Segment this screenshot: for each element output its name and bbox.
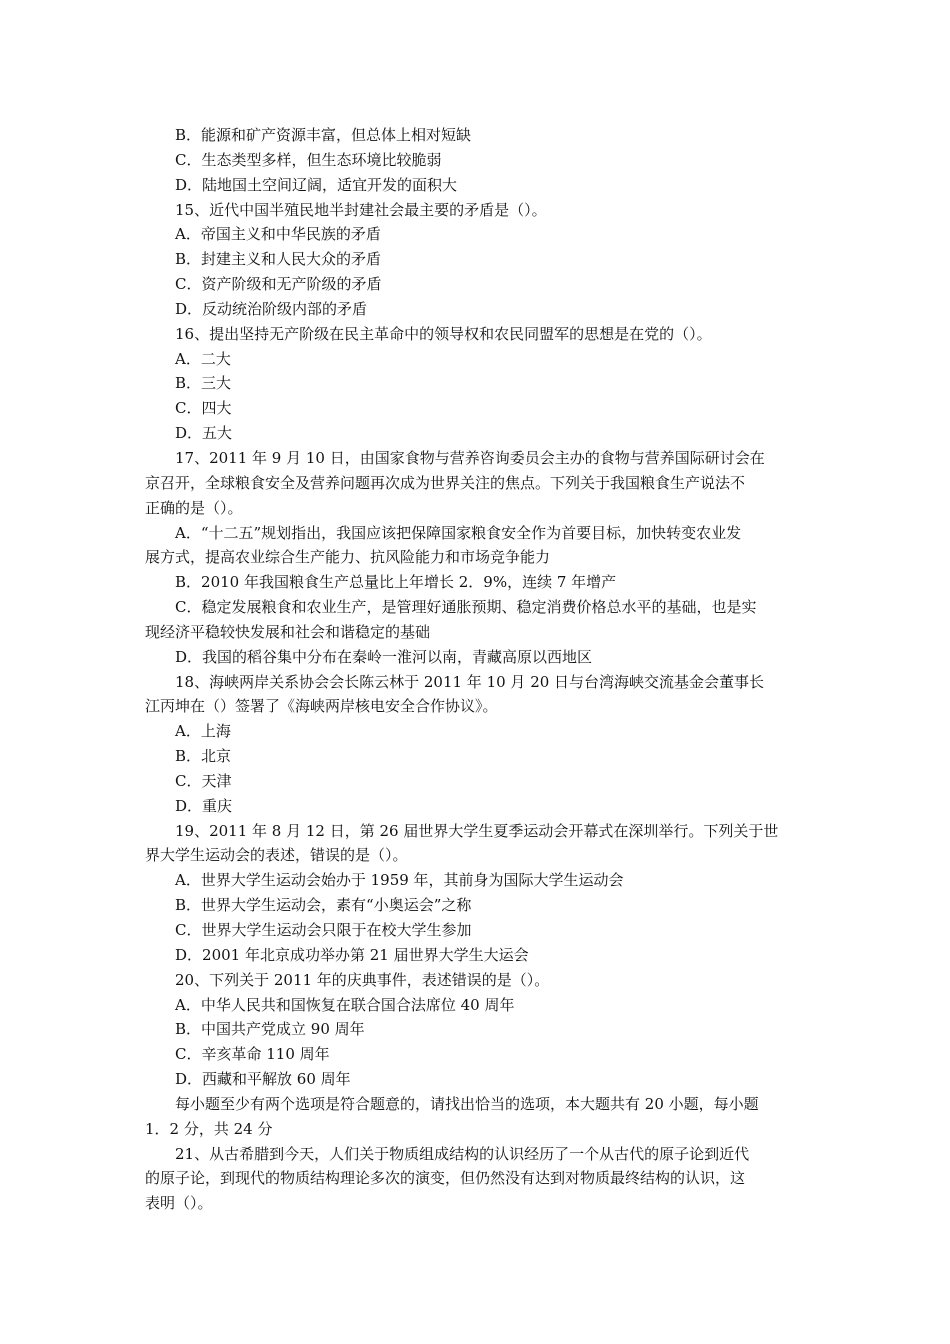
text-line: D．西藏和平解放 60 周年	[175, 1070, 351, 1089]
section-instructions: 每小题至少有两个选项是符合题意的，请找出恰当的选项，本大题共有 20 小题，每小题	[175, 1094, 759, 1113]
text-line: C．天津	[175, 771, 232, 790]
text-line: A．世界大学生运动会始办于 1959 年，其前身为国际大学生运动会	[175, 871, 624, 890]
text-line: D．五大	[175, 424, 233, 443]
text-line: C．生态类型多样，但生态环境比较脆弱	[175, 150, 442, 169]
text-line: D．我国的稻谷集中分布在秦岭一淮河以南，青藏高原以西地区	[175, 647, 593, 666]
text-line: A．“十二五”规划指出，我国应该把保障国家粮食安全作为首要目标，加快转变农业发	[175, 523, 742, 542]
text-line: B．2010 年我国粮食生产总量比上年增长 2．9%，连续 7 年增产	[175, 573, 617, 592]
text-line: 正确的是（）。	[145, 498, 243, 517]
question-16: 16、提出坚持无产阶级在民主革命中的领导权和农民同盟军的思想是在党的（）。	[175, 324, 712, 343]
text-line: B．封建主义和人民大众的矛盾	[175, 250, 382, 269]
text-line: 表明（）。	[145, 1194, 213, 1213]
text-line: A．二大	[175, 349, 231, 368]
text-line: D．2001 年北京成功举办第 21 届世界大学生大运会	[175, 945, 529, 964]
text-line: 1．2 分，共 24 分	[145, 1119, 273, 1138]
document-page	[145, 123, 810, 1216]
text-line: C．四大	[175, 399, 232, 418]
question-20: 20、下列关于 2011 年的庆典事件，表述错误的是（）。	[175, 970, 550, 989]
text-line: C．辛亥革命 110 周年	[175, 1045, 330, 1064]
text-line: A．中华人民共和国恢复在联合国合法席位 40 周年	[175, 995, 515, 1014]
text-line: D．陆地国土空间辽阔，适宜开发的面积大	[175, 175, 458, 194]
text-line: D．重庆	[175, 796, 233, 815]
question-19: 19、2011 年 8 月 12 日，第 26 届世界大学生夏季运动会开幕式在深圳举行。下列关于世	[175, 821, 779, 840]
text-line: D．反动统治阶级内部的矛盾	[175, 299, 368, 318]
text-line: B．世界大学生运动会，素有“小奥运会”之称	[175, 896, 472, 915]
text-line: 界大学生运动会的表述，错误的是（）。	[145, 846, 408, 865]
question-21: 21、从古希腊到今天，人们关于物质组成结构的认识经历了一个从古代的原子论到近代	[175, 1144, 750, 1163]
text-line: B．中国共产党成立 90 周年	[175, 1020, 365, 1039]
text-line: B．北京	[175, 747, 232, 766]
text-line: A．上海	[175, 722, 231, 741]
text-line: B．能源和矿产资源丰富，但总体上相对短缺	[175, 126, 472, 144]
question-15: 15、近代中国半殖民地半封建社会最主要的矛盾是（）。	[175, 200, 547, 219]
text-line: C．世界大学生运动会只限于在校大学生参加	[175, 921, 472, 939]
text-line: C．稳定发展粮食和农业生产，是管理好通胀预期、稳定消费价格总水平的基础，也是实	[175, 598, 757, 617]
text-line: 江丙坤在（）签署了《海峡两岸核电安全合作协议》。	[145, 697, 498, 716]
text-line: A．帝国主义和中华民族的矛盾	[175, 225, 381, 244]
text-line: 京召开，全球粮食安全及营养问题再次成为世界关注的焦点。下列关于我国粮食生产说法不	[145, 473, 746, 492]
question-17: 17、2011 年 9 月 10 日，由国家食物与营养咨询委员会主办的食物与营养国际研讨会在	[175, 448, 765, 467]
text-line: B．三大	[175, 374, 232, 393]
text-line: 现经济平稳较快发展和社会和谐稳定的基础	[145, 622, 431, 641]
question-18: 18、海峡两岸关系协会会长陈云林于 2011 年 10 月 20 日与台湾海峡交流基金会董事长	[175, 672, 765, 691]
text-line: 的原子论，到现代的物质结构理论多次的演变，但仍然没有达到对物质最终结构的认识，这	[145, 1169, 746, 1188]
text-line: 展方式，提高农业综合生产能力、抗风险能力和市场竞争能力	[145, 548, 551, 567]
text-line: C．资产阶级和无产阶级的矛盾	[175, 275, 382, 294]
